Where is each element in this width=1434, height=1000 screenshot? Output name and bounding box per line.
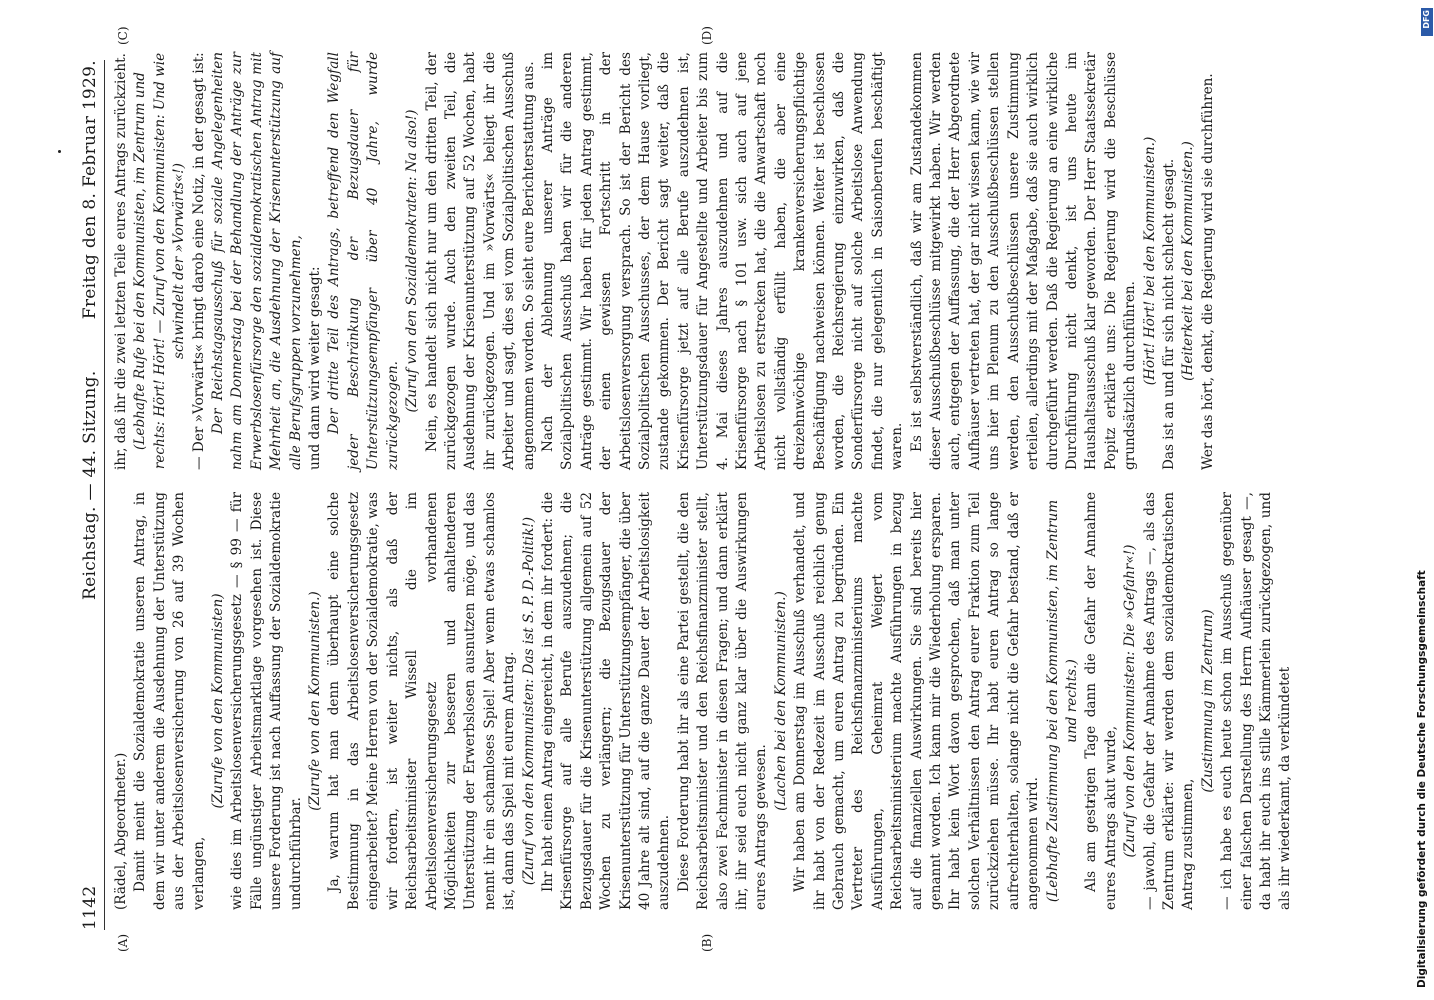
paragraph: und dann wird weiter gesagt: [307, 266, 324, 470]
paragraph: Ihr habt einen Antrag eingereicht, in dem ihr fordert: die Krisenfürsorge auf alle Berufe auszudehnen; die Bezugsdauer für die Krisenunterstützung allgemein auf 52 Wochen zu verlängern; die Bezugsdauer der Krisenunterstützung für Unterstützungsempfänger, die über 40 Jahre alt sind, auf die ganze Dauer der Arbeitslosigkeit auszudehnen. [539, 492, 673, 910]
paragraph: Wer das hört, denkt, die Regierung wird sie durchführen. [1199, 73, 1216, 470]
header-date: Freitag den 8. Februar 1929. [80, 60, 100, 320]
paragraph: ihr, daß ihr die zwei letzten Teile eures Antrags zurückzieht. [113, 53, 129, 470]
paragraph: Nein, es handelt sich nicht nur um den dritten Teil, der zurückgezogen wurde. Auch den zweiten Teil, die Ausdehnung der Krisenunterstützung auf 52 Wochen, habt ihr zurückgezogen. Und im »Vorwärts« beliegt ihr die Arbeiter und sagt, dies sei vom Sozialpolitischen Ausschuß angenommen worden. So sieht eure Berichterstattung aus. [423, 52, 537, 470]
margin-mark-b: (B) [700, 933, 714, 952]
paragraph: Das ist an und für sich nicht schlecht gesagt. [1160, 158, 1177, 470]
paragraph: — Der »Vorwärts« bringt darob eine Notiz, in der gesagt ist: [190, 52, 207, 470]
interjection: (Hört! Hört! bei den Kommunisten.) [1141, 136, 1158, 386]
interjection: (Zuruf von den Kommunisten: Die »Gefahr«!) [1122, 544, 1139, 858]
interjection: (Zuruf von den Sozialdemokraten: Na also!) [404, 109, 421, 413]
page-number: 1142 [80, 885, 100, 930]
text-column-right [112, 52, 1218, 470]
page-header [80, 60, 102, 930]
paragraph: wie dies im Arbeitslosenversicherungsgesetz — § 99 — für Fälle ungünstiger Arbeitsmarktlage vorgesehen ist. Diese unsere Forderung ist nach Auffassung der Sozialdemokratie undurchführbar. [229, 492, 304, 910]
text-column-left [112, 492, 1296, 910]
paragraph: — jawohl, die Gefahr der Annahme des Antrags —, als das Zentrum erklärte: wir werden dem sozialdemokratischen Antrag zustimmen, [1141, 492, 1197, 910]
paragraph: Diese Forderung habt ihr als eine Partei gestellt, die den Reichsarbeitsminister und den Reichsfinanzminister stellt, also zwei Fachminister in diesen Fragen; und dann erklärt ihr, ihr seid euch nicht ganz klar über die Auswirkungen eures Antrags gewesen. [675, 492, 770, 910]
interjection: (Zurufe von den Kommunisten) [210, 593, 227, 809]
quotation: Der dritte Teil des Antrags, betreffend den Wegfall jeder Beschränkung der Bezugsdauer für Unterstützungsempfänger über 40 Jahre, wurde zurückgezogen. [326, 52, 401, 470]
margin-mark-a: (A) [116, 933, 130, 952]
interjection: (Zurufe von den Kommunisten.) [307, 591, 324, 811]
paragraph: Ja, warum hat man denn überhaupt eine solche Bestimmung in das Arbeitslosenversicherungsgesetz eingearbeitet? Meine Herren von der Sozialdemokratie, was wir fordern, ist weiter nichts, als daß der Reichsarbeitsminister Wissell die im Arbeitslosenversicherungsgesetz vorhandenen Möglichkeiten zur besseren und anhaltenderen Unterstützung der Erwerbslosen ausnutzen möge, und das nennt ihr ein schamloses Spiel! Aber wenn etwas schamlos ist, dann das Spiel mit eurem Antrag. [326, 492, 518, 910]
paragraph: Damit meint die Sozialdemokratie unseren Antrag, in dem wir unter anderem die Ausdehnung der Unterstützung aus der Arbeitslosenversicherung von 26 auf 39 Wochen verlangen, [132, 492, 207, 910]
interjection: (Zustimmung im Zentrum) [1199, 609, 1216, 793]
paragraph: — ich habe es euch heute schon im Ausschuß gegenüber einer falschen Darstellung des Herrn Aufhäuser gesagt —, da habt ihr euch ins stille Kämmerlein zurückgezogen, und als ihr wiederkamt, da verkündetet [1219, 492, 1294, 910]
interjection: (Heiterkeit bei den Kommunisten.) [1180, 141, 1197, 381]
interjection: (Zuruf von den Kommunisten: Das ist S. P. D.-Politik!) [520, 516, 537, 886]
dfg-logo: DFG [1421, 8, 1433, 36]
paragraph: Es ist selbstverständlich, daß wir am Zustandekommen dieser Ausschußbeschlüsse mitgewirkt haben. Wir werden auch, entgegen der Auffassung, die der Herr Abgeordnete Aufhäuser vertreten hat, der gar nicht wissen kann, wie wir uns hier im Plenum zu den Ausschußbeschlüssen stellen werden, den Ausschußbeschlüssen unsere Zustimmung erteilen, allerdings mit der Maßgabe, daß sie auch wirklich durchgeführt werden. Daß die Regierung an eine wirkliche Durchführung nicht denkt, ist uns heute im Haushaltsausschuß klar geworden. Der Herr Staatssekretär Popitz erklärte uns: Die Regierung wird die Beschlüsse grundsätzlich durchführen. [908, 52, 1139, 470]
interjection: (Lebhafte Zustimmung bei den Kommunisten, im Zentrum und rechts.) [1044, 499, 1080, 903]
margin-mark-c: (C) [116, 26, 130, 45]
paragraph: Wir haben am Donnerstag im Ausschuß verhandelt, und ihr habt von der Redezeit im Ausschuß reichlich genug Gebrauch gemacht, um euren Antrag zu begründen. Ein Vertreter des Reichsfinanzministeriums machte Ausführungen, Geheimrat Weigert vom Reichsarbeitsministerium machte Ausführungen in bezug auf die finanziellen Auswirkungen. Sie sind bereits hier genannt worden. Ich kann mir die Wiederholung ersparen. Ihr habt kein Wort davon gesprochen, daß man unter solchen Verhältnissen den Antrag eurer Fraktion zum Teil zurückziehen müsse. Ihr habt euren Antrag so lange aufrechterhalten, solange nicht die Gefahr bestand, daß er angenommen wird. [792, 492, 1042, 910]
interjection: (Lachen bei den Kommunisten.) [772, 591, 789, 811]
paragraph: Als am gestrigen Tage dann die Gefahr der Annahme eures Antrags akut wurde, [1083, 492, 1119, 910]
speaker-line: (Rädel, Abgeordneter.) [113, 752, 129, 910]
paragraph: Nach der Ablehnung unserer Anträge im Sozialpolitischen Ausschuß haben wir für die anderen Anträge gestimmt. Wir haben für jeden Antrag gestimmt, der einen gewissen Fortschritt in der Arbeitslosenversorgung versprach. So ist der Bericht des Sozialpolitischen Ausschusses, der dem Hause vorliegt, zustande gekommen. Der Bericht sagt weiter, daß die Krisenfürsorge jetzt auf alle Berufe auszudehnen ist, Unterstützungsdauer für Angestellte und Arbeiter bis zum 4. Mai dieses Jahres auszudehnen und auf die Krisenfürsorge nach § 101 usw. sich auch auf jene Arbeitslosen zu erstrecken hat, die die Anwartschaft noch nicht vollständig erfüllt haben, die aber eine dreizehnwöchige krankenversicherungspflichtige Beschäftigung nachweisen können. Weiter ist beschlossen worden, die Reichsregierung einzuwirken, daß die Sonderfürsorge nicht auf solche Arbeitslose Anwendung findet, die nur gelegentlich in Saisonberufen beschäftigt waren. [539, 52, 906, 470]
header-rule [104, 60, 105, 930]
dfg-credit-text: Digitalisierung gefördert durch die Deutsche Forschungsgemeinschaft [1416, 570, 1428, 988]
interjection: (Lebhafte Rufe bei den Kommunisten, im Zentrum und rechts: Hört! Hört! — Zuruf von den Kommunisten: Und wie schwindelt der »Vorwärts«!) [132, 52, 188, 470]
header-session: Reichstag. — 44. Sitzung. [80, 370, 100, 600]
quotation: Der Reichstagsausschuß für soziale Angelegenheiten nahm am Donnerstag bei der Behandlung der Anträge zur Erwerbslosenfürsorge den sozialdemokratischen Antrag mit Mehrheit an, die Ausdehnung der Krisenunterstützung auf alle Berufsgruppen vorzunehmen, [210, 52, 304, 470]
margin-mark-d: (D) [700, 26, 714, 45]
